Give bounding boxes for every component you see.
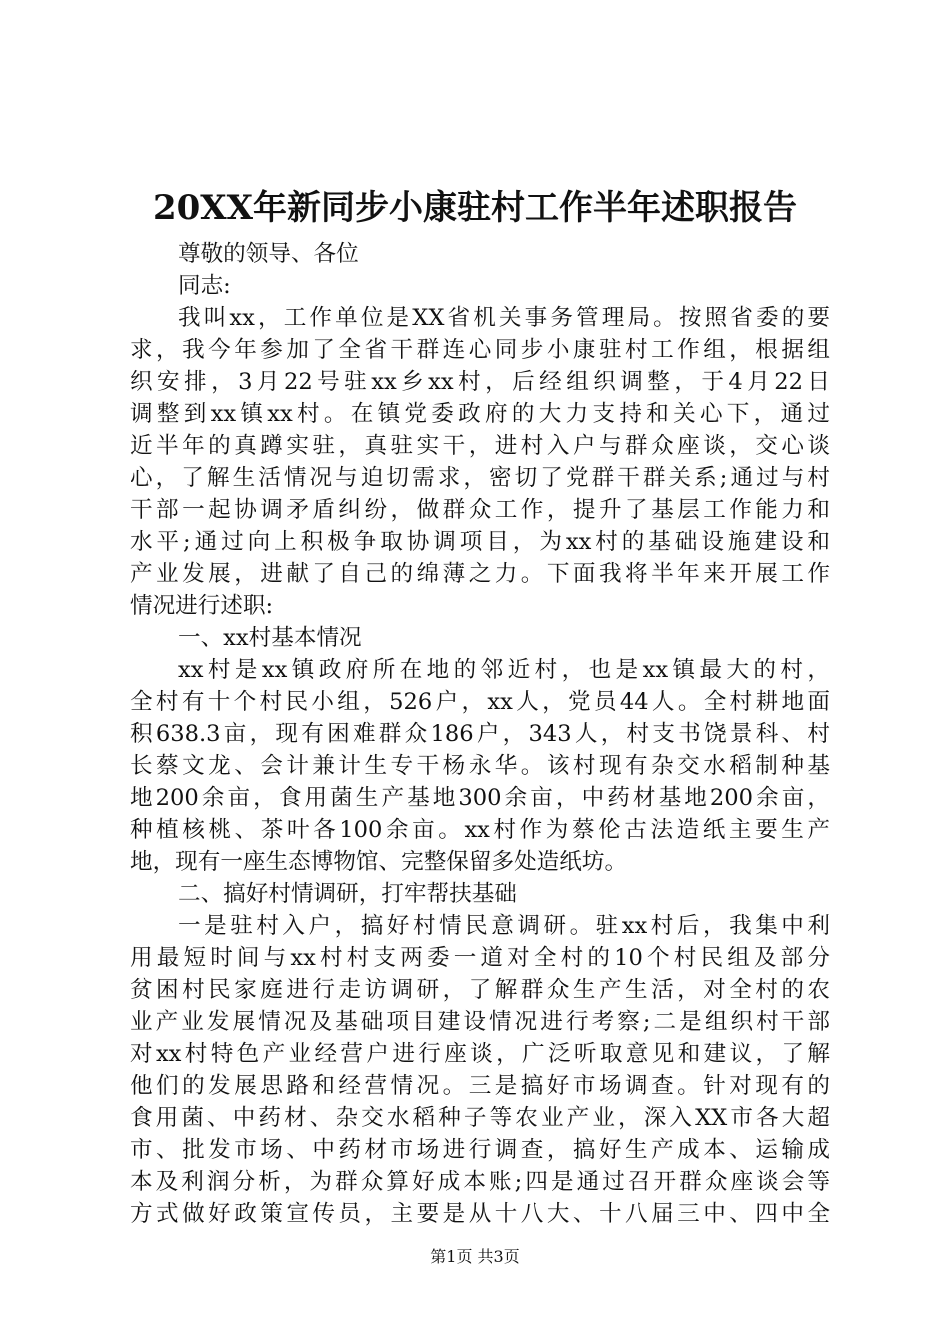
paragraph-line: 市、批发市场、中药材市场进行调查，搞好生产成本、运输成 (130, 1137, 830, 1163)
paragraph-line: 求，我今年参加了全省干群连心同步小康驻村工作组，根据组 (130, 337, 830, 363)
paragraph-line: 产业发展，进献了自己的绵薄之力。下面我将半年来开展工作 (130, 561, 830, 587)
paragraph-line: 对xx村特色产业经营户进行座谈，广泛听取意见和建议，了解 (130, 1041, 830, 1067)
paragraph-line: 织安排，3月22号驻xx乡xx村，后经组织调整，于4月22日 (130, 369, 830, 395)
section-heading: 二、搞好村情调研，打牢帮扶基础 (178, 881, 517, 907)
paragraph-line: 近半年的真蹲实驻，真驻实干，进村入户与群众座谈，交心谈 (130, 433, 830, 459)
paragraph-line: 情况进行述职: (130, 593, 274, 619)
paragraph-line: 本及利润分析，为群众算好成本账;四是通过召开群众座谈会等 (130, 1169, 830, 1195)
paragraph-line: 地200余亩，食用菌生产基地300余亩，中药材基地200余亩， (130, 785, 830, 811)
paragraph-line: 长蔡文龙、会计兼计生专干杨永华。该村现有杂交水稻制种基 (130, 753, 830, 779)
paragraph-line: 全村有十个村民小组，526户，xx人，党员44人。全村耕地面 (130, 689, 830, 715)
section-heading: 一、xx村基本情况 (178, 625, 362, 651)
paragraph-line: 我叫xx，工作单位是XX省机关事务管理局。按照省委的要 (178, 305, 830, 331)
salutation-line-1: 尊敬的领导、各位 (178, 241, 359, 267)
paragraph-line: 贫困村民家庭进行走访调研，了解群众生产生活，对全村的农 (130, 977, 830, 1003)
salutation-line-2: 同志: (178, 273, 231, 299)
paragraph-line: 种植核桃、茶叶各100余亩。xx村作为蔡伦古法造纸主要生产 (130, 817, 830, 843)
paragraph-line: 干部一起协调矛盾纠纷，做群众工作，提升了基层工作能力和 (130, 497, 830, 523)
paragraph-line: 调整到xx镇xx村。在镇党委政府的大力支持和关心下，通过 (130, 401, 830, 427)
paragraph-line: 水平;通过向上积极争取协调项目，为xx村的基础设施建设和 (130, 529, 830, 555)
paragraph-line: 业产业发展情况及基础项目建设情况进行考察;二是组织村干部 (130, 1009, 830, 1035)
document-body (130, 238, 830, 1230)
paragraph-line: 食用菌、中药材、杂交水稻种子等农业产业，深入XX市各大超 (130, 1105, 830, 1131)
paragraph-line: 一是驻村入户，搞好村情民意调研。驻xx村后，我集中利 (178, 913, 830, 939)
paragraph-line: 地，现有一座生态博物馆、完整保留多处造纸坊。 (130, 849, 628, 875)
paragraph-line: 心，了解生活情况与迫切需求，密切了党群干群关系;通过与村 (130, 465, 830, 491)
document-title: 20XX年新同步小康驻村工作半年述职报告 (152, 188, 798, 228)
page-number: 第1页 共3页 (430, 1247, 520, 1266)
paragraph-line: 他们的发展思路和经营情况。三是搞好市场调查。针对现有的 (130, 1073, 830, 1099)
paragraph-line: 用最短时间与xx村村支两委一道对全村的10个村民组及部分 (130, 945, 830, 971)
paragraph-line: 积638.3亩，现有困难群众186户，343人，村支书饶景科、村 (130, 721, 830, 747)
paragraph-line: xx村是xx镇政府所在地的邻近村，也是xx镇最大的村， (178, 657, 830, 683)
paragraph-line: 方式做好政策宣传员，主要是从十八大、十八届三中、四中全 (130, 1201, 830, 1227)
